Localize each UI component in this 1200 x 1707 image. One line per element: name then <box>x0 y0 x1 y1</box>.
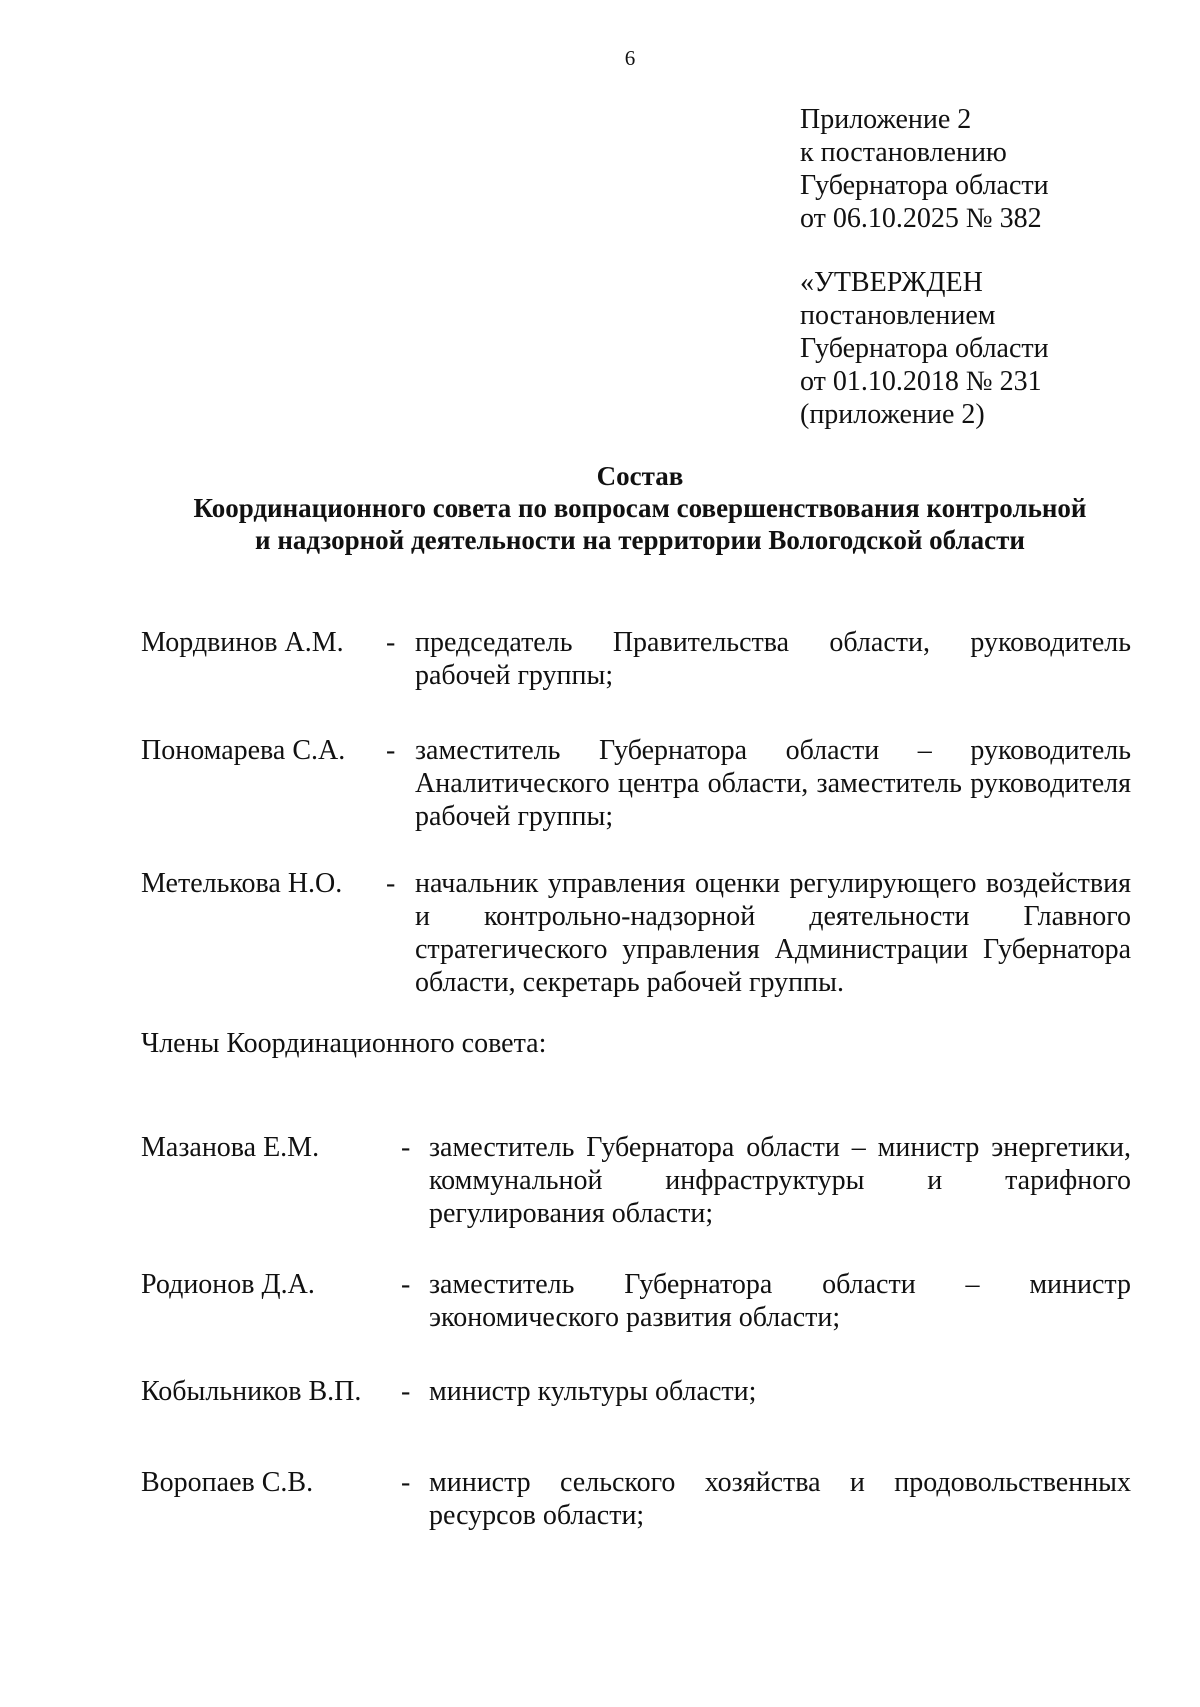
appendix-line: Приложение 2 <box>800 104 972 135</box>
approved-line: от 01.10.2018 № 231 <box>800 366 1042 397</box>
dash-separator: - <box>401 1376 411 1407</box>
title-line-1: Состав <box>596 461 684 491</box>
person-name: Кобыльников В.П. <box>141 1376 362 1407</box>
appendix-line: к постановлению <box>800 137 1007 168</box>
leadership-entry <box>141 626 1131 696</box>
member-entry <box>141 1375 1131 1415</box>
person-role: заместитель Губернатора области – министр энергетики, коммунальной инфраструктуры и тарифного регулирования области; <box>429 1132 1131 1229</box>
leadership-entry <box>141 867 1131 1002</box>
member-entry <box>141 1268 1131 1338</box>
person-name: Метелькова Н.О. <box>141 868 343 899</box>
leadership-entry <box>141 734 1131 834</box>
appendix-line: от 06.10.2025 № 382 <box>800 203 1042 234</box>
title-line-2: Координационного совета по вопросам совершенствования контрольной <box>193 493 1087 523</box>
person-name: Воропаев С.В. <box>141 1467 314 1498</box>
person-name: Пономарева С.А. <box>141 735 346 766</box>
dash-separator: - <box>401 1467 411 1498</box>
member-entry <box>141 1131 1131 1231</box>
page-number: 6 <box>624 46 636 70</box>
person-role: министр культуры области; <box>429 1376 757 1407</box>
dash-separator: - <box>401 1269 411 1300</box>
dash-separator: - <box>386 868 396 899</box>
approved-line: постановлением <box>800 300 996 331</box>
members-heading: Члены Координационного совета: <box>141 1028 547 1059</box>
approved-line: (приложение 2) <box>800 399 985 430</box>
appendix-block <box>800 103 1049 235</box>
member-entry <box>141 1466 1131 1536</box>
approved-line: Губернатора области <box>800 333 1049 364</box>
document-title <box>160 460 1120 556</box>
dash-separator: - <box>386 735 396 766</box>
person-role: заместитель Губернатора области – руководитель Аналитического центра области, заместитель руководителя рабочей группы; <box>415 735 1131 832</box>
person-name: Мордвинов А.М. <box>141 627 344 658</box>
approved-block <box>800 266 1049 431</box>
person-role: министр сельского хозяйства и продовольственных ресурсов области; <box>429 1467 1131 1531</box>
title-line-3: и надзорной деятельности на территории Вологодской области <box>255 525 1025 555</box>
person-role: начальник управления оценки регулирующего воздействия и контрольно-надзорной деятельности Главного стратегического управления Администрации Губернатора области, секретарь рабочей группы. <box>415 868 1131 998</box>
person-name: Родионов Д.А. <box>141 1269 315 1300</box>
person-role: председатель Правительства области, руководитель рабочей группы; <box>415 627 1131 691</box>
person-name: Мазанова Е.М. <box>141 1132 320 1163</box>
appendix-line: Губернатора области <box>800 170 1049 201</box>
dash-separator: - <box>401 1132 411 1163</box>
approved-line: «УТВЕРЖДЕН <box>800 267 983 298</box>
dash-separator: - <box>386 627 396 658</box>
person-role: заместитель Губернатора области – министр экономического развития области; <box>429 1269 1131 1333</box>
